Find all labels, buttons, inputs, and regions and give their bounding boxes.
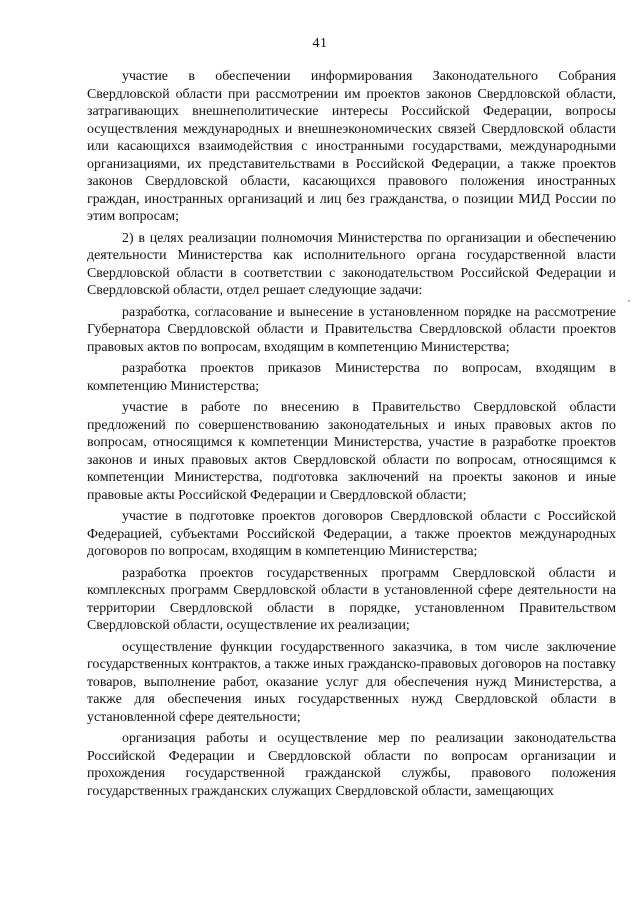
paragraph: разработка проектов приказов Министерства по вопросам, входящим в компетенцию Министерства; — [87, 361, 616, 394]
paragraph: участие в работе по внесению в Правительство Свердловской области предложений по совершенствованию законодательных и иных правовых актов по вопросам, относящимся к компетенции Министерства, участие в разработке проектов законов и иных правовых актов Свердловской области по вопросам, относящимся к компетенции Министерства, подготовка заключений на проекты законов и иные правовые акты Российской Федерации и Свердловской области; — [87, 400, 616, 503]
page-number: 41 — [312, 36, 328, 51]
document-body — [87, 68, 616, 804]
paragraph: 2) в целях реализации полномочия Министерства по организации и обеспечению деятельности Министерства как исполнительного органа государственной власти Свердловской области в соответствии с законодательством Российской Федерации и Свердловской области, отдел решает следующие задачи: — [87, 230, 616, 299]
paragraph: участие в обеспечении информирования Законодательного Собрания Свердловской области при рассмотрении им проектов законов Свердловской области, затрагивающих внешнеполитические интересы Российской Федерации, вопросы осуществления международных и внешнеэкономических связей Свердловской области или касающихся взаимодействия с иностранными государствами, международными организациями, их представительствами в Российской Федерации, а также проектов законов Свердловской области, касающихся правового положения иностранных граждан, иностранных организаций и лиц без гражданства, о позиции МИД России по этим вопросам; — [87, 69, 616, 225]
paragraph: осуществление функции государственного заказчика, в том числе заключение государственных контрактов, а также иных гражданско-правовых договоров на поставку товаров, выполнение работ, оказание услуг для обеспечения нужд Министерства, а также для обеспечения иных государственных нужд Свердловской области в установленной сфере деятельности; — [87, 639, 616, 725]
paragraph: разработка, согласование и вынесение в установленном порядке на рассмотрение Губернатора Свердловской области и Правительства Свердловской области проектов правовых актов по вопросам, входящим в компетенцию Министерства; — [87, 304, 616, 355]
scan-speck — [628, 300, 630, 302]
paragraph: участие в подготовке проектов договоров Свердловской области с Российской Федерацией, субъектами Российской Федерации, а также проектов международных договоров по вопросам, входящим в компетенцию Министерства; — [87, 509, 616, 560]
paragraph: разработка проектов государственных программ Свердловской области и комплексных программ Свердловской области в установленной сфере деятельности на территории Свердловской области в порядке, установленном Правительством Свердловской области, осуществление их реализации; — [87, 565, 616, 634]
paragraph: организация работы и осуществление мер по реализации законодательства Российской Федерации и Свердловской области по вопросам организации и прохождения государственной гражданской службы, правового положения государственных гражданских служащих Свердловской области, замещающих — [87, 731, 616, 799]
